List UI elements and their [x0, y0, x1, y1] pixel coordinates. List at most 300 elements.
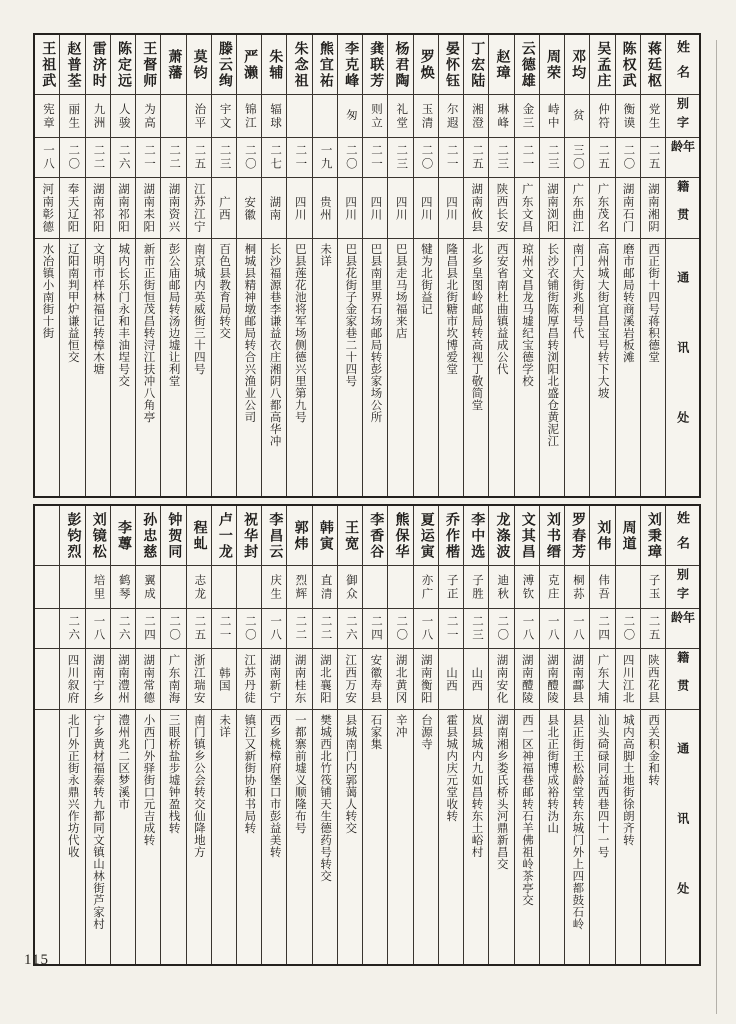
age-cell-text: 二二	[319, 615, 332, 642]
courtesy-cell-text: 湘澄	[470, 102, 483, 130]
courtesy-cell	[237, 95, 261, 138]
person-column	[110, 35, 135, 496]
age-cell	[111, 609, 135, 649]
courtesy-cell	[212, 566, 236, 609]
native-cell	[540, 178, 564, 239]
name-cell-text: 李克峰	[343, 40, 359, 89]
native-cell-text: 湖北襄阳	[318, 654, 331, 704]
address-cell	[161, 239, 185, 496]
courtesy-cell-text: 伟吾	[597, 573, 610, 601]
native-cell-text: 浙江瑞安	[192, 654, 205, 704]
address-cell	[464, 710, 488, 964]
courtesy-cell-text: 翼成	[142, 573, 155, 601]
courtesy-cell	[565, 566, 589, 609]
age-cell	[515, 138, 539, 178]
name-cell-text: 云德雄	[519, 40, 535, 89]
courtesy-cell	[287, 566, 311, 609]
person-column	[640, 35, 665, 496]
age-cell-text: 一八	[571, 615, 584, 642]
name-cell-text: 熊保华	[393, 511, 409, 560]
name-cell-text: 钟贺同	[166, 511, 182, 560]
courtesy-cell	[35, 95, 59, 138]
age-cell	[515, 609, 539, 649]
address-cell	[641, 710, 665, 964]
address-cell	[313, 710, 337, 964]
age-cell-text: 二一	[218, 615, 231, 642]
header-column	[665, 35, 699, 496]
courtesy-cell	[641, 95, 665, 138]
native-cell	[590, 649, 614, 710]
courtesy-cell-text: 金三	[521, 102, 534, 130]
address-cell-text: 西关积金和转	[647, 714, 660, 786]
courtesy-cell-text: 则立	[370, 102, 383, 130]
header-age	[666, 609, 699, 649]
address-cell-text: 巴县南里界石场邮局转彭家场公所	[369, 243, 382, 423]
name-cell	[161, 35, 185, 95]
courtesy-cell	[338, 566, 362, 609]
address-cell-text: 西乡桃樟府堡口市彭益美转	[268, 714, 281, 858]
blank-column	[35, 506, 59, 964]
address-cell-text: 北乡皇图岭邮局转高视丁敬简堂	[470, 243, 483, 411]
directory-table-bottom	[33, 504, 701, 966]
name-cell	[136, 506, 160, 566]
address-cell	[262, 239, 286, 496]
age-cell	[86, 138, 110, 178]
header-courtesy-text: 别字	[675, 568, 690, 606]
name-cell-text: 李蓴	[115, 519, 131, 552]
name-cell-text: 杨君陶	[393, 40, 409, 89]
age-cell	[287, 609, 311, 649]
address-cell	[212, 239, 236, 496]
name-cell-text: 周荣	[544, 48, 560, 81]
name-cell	[111, 35, 135, 95]
address-cell-text: 樊城西北竹筏铺天生德药号转交	[319, 714, 332, 882]
courtesy-cell-text: 子玉	[647, 573, 660, 601]
person-column	[438, 506, 463, 964]
courtesy-cell	[515, 566, 539, 609]
age-cell	[565, 609, 589, 649]
native-cell-text: 广东大埔	[596, 654, 609, 704]
address-cell-text: 长沙衣铺街陈厚昌转浏阳北盛仓黄泥江	[546, 243, 559, 447]
age-cell-text: 二六	[117, 144, 130, 171]
address-cell-text: 宁乡黄材福泰转九都同文镇山林街芦家村	[91, 714, 104, 930]
age-cell-text: 二一	[445, 615, 458, 642]
native-cell-text: 广东茂名	[596, 183, 609, 233]
name-cell-text: 雷济时	[90, 40, 106, 89]
native-cell	[212, 649, 236, 710]
name-cell-text: 朱辅	[267, 48, 283, 81]
address-cell	[489, 239, 513, 496]
native-cell-text: 安徽寿县	[369, 654, 382, 704]
age-cell-text: 二一	[445, 144, 458, 171]
native-cell	[641, 649, 665, 710]
courtesy-cell-text: 党生	[647, 102, 660, 130]
name-cell	[489, 506, 513, 566]
name-cell	[414, 506, 438, 566]
native-cell-text: 河南彰德	[41, 183, 54, 233]
native-cell	[262, 178, 286, 239]
address-cell-text: 霍县城内庆元堂收转	[445, 714, 458, 822]
person-column	[564, 35, 589, 496]
native-cell	[111, 649, 135, 710]
name-cell-text: 熊宜祐	[317, 40, 333, 89]
native-cell	[161, 649, 185, 710]
age-cell	[237, 138, 261, 178]
address-cell	[212, 710, 236, 964]
name-cell-text: 李中选	[469, 511, 485, 560]
name-cell	[187, 506, 211, 566]
courtesy-cell-text: 衡谟	[622, 102, 635, 130]
name-cell-text: 刘秉璋	[645, 511, 661, 560]
native-cell	[641, 178, 665, 239]
person-column	[564, 506, 589, 964]
native-cell-text: 湖南浏阳	[545, 183, 558, 233]
age-cell-text: 一八	[521, 615, 534, 642]
courtesy-cell-text: 为高	[142, 102, 155, 130]
address-cell-text: 未详	[218, 714, 231, 738]
address-cell	[187, 239, 211, 496]
native-cell-text: 江西万安	[344, 654, 357, 704]
courtesy-cell-text: 溥钦	[521, 573, 534, 601]
age-cell	[111, 138, 135, 178]
native-cell-text: 湖南石门	[621, 183, 634, 233]
age-cell-text: 二二	[92, 144, 105, 171]
native-cell-text: 四川	[445, 195, 458, 221]
address-cell-text: 犍为北街益记	[420, 243, 433, 315]
native-cell-text: 陕西长安	[495, 183, 508, 233]
courtesy-cell-text: 人骏	[117, 102, 130, 130]
header-contact	[666, 239, 699, 496]
scan-edge-line	[716, 40, 717, 1014]
address-cell-text: 县北正街博成裕转沩山	[546, 714, 559, 834]
courtesy-cell	[60, 95, 84, 138]
address-cell	[86, 239, 110, 496]
name-cell	[60, 506, 84, 566]
native-cell-text: 四川	[369, 195, 382, 221]
person-column	[85, 506, 110, 964]
native-cell-text: 陕西花县	[646, 654, 659, 704]
address-cell	[590, 239, 614, 496]
age-cell-text: 三〇	[571, 144, 584, 171]
person-column	[589, 506, 614, 964]
name-cell	[35, 506, 59, 566]
native-cell	[439, 178, 463, 239]
native-cell-text: 湖南新宁	[268, 654, 281, 704]
age-cell	[439, 138, 463, 178]
native-cell-text: 四川	[344, 195, 357, 221]
courtesy-cell	[515, 95, 539, 138]
age-cell-text: 二一	[294, 144, 307, 171]
name-cell	[363, 35, 387, 95]
name-cell	[439, 506, 463, 566]
age-cell	[565, 138, 589, 178]
address-cell-text: 隆昌县北街糖市坎博爱堂	[445, 243, 458, 375]
name-cell-text: 周道	[620, 519, 636, 552]
person-column	[110, 506, 135, 964]
age-cell-text: 二五	[193, 144, 206, 171]
header-name-text: 姓名	[675, 510, 690, 561]
native-cell-text: 贵州	[318, 195, 331, 221]
address-cell-text: 彭公庙邮局转汤边墟让利堂	[167, 243, 180, 387]
name-cell-text: 刘书缙	[544, 511, 560, 560]
name-cell	[363, 506, 387, 566]
person-column	[615, 35, 640, 496]
name-cell	[237, 506, 261, 566]
address-cell-text: 巴县走马场福来店	[394, 243, 407, 339]
native-cell-text: 四川	[419, 195, 432, 221]
native-cell-text: 四川江北	[621, 654, 634, 704]
age-cell	[338, 138, 362, 178]
address-cell	[439, 239, 463, 496]
address-cell	[338, 710, 362, 964]
native-cell	[489, 649, 513, 710]
header-column	[665, 506, 699, 964]
address-cell-text: 城内长乐门永和丰油埕号交	[117, 243, 130, 387]
native-cell	[187, 649, 211, 710]
address-cell	[540, 710, 564, 964]
age-cell	[464, 609, 488, 649]
name-cell-text: 龚联芳	[368, 40, 384, 89]
age-cell-text: 二一	[142, 144, 155, 171]
name-cell-text: 郭炜	[292, 519, 308, 552]
address-cell-text: 南门镇乡公会转交仙降地方	[192, 714, 205, 858]
courtesy-cell	[262, 95, 286, 138]
native-cell	[35, 178, 59, 239]
courtesy-cell	[363, 95, 387, 138]
age-cell	[540, 609, 564, 649]
native-cell	[313, 649, 337, 710]
age-cell	[237, 609, 261, 649]
courtesy-cell-text: 宇文	[218, 102, 231, 130]
header-contact-text: 通讯处	[675, 271, 690, 481]
native-cell	[590, 178, 614, 239]
person-column	[312, 506, 337, 964]
name-cell-text: 朱念祖	[292, 40, 308, 89]
name-cell-text: 程虬	[191, 519, 207, 552]
courtesy-cell	[363, 566, 387, 609]
name-cell	[489, 35, 513, 95]
name-cell-text: 滕云绚	[216, 40, 232, 89]
age-cell-text: 二〇	[395, 615, 408, 642]
name-cell	[187, 35, 211, 95]
native-cell	[414, 649, 438, 710]
header-courtesy	[666, 566, 699, 609]
address-cell-text: 澧州兆二区梦溪市	[117, 714, 130, 810]
name-cell	[262, 35, 286, 95]
name-cell	[313, 506, 337, 566]
name-cell-text: 韩寅	[317, 519, 333, 552]
courtesy-cell	[464, 566, 488, 609]
native-cell	[338, 649, 362, 710]
address-cell-text: 湖南湘乡娄氏桥头河鼎新昌交	[495, 714, 508, 870]
address-cell	[616, 239, 640, 496]
age-cell-text: 二七	[269, 144, 282, 171]
name-cell-text: 文其昌	[519, 511, 535, 560]
courtesy-cell-text: 礼堂	[395, 102, 408, 130]
native-cell-text: 湖南宁乡	[91, 654, 104, 704]
name-cell	[287, 35, 311, 95]
age-cell-text: 一八	[92, 615, 105, 642]
courtesy-cell	[489, 95, 513, 138]
address-cell-text: 西正街十四号蒋积德堂	[647, 243, 660, 363]
age-cell-text: 一八	[269, 615, 282, 642]
age-cell	[313, 609, 337, 649]
courtesy-cell-text: 九洲	[92, 102, 105, 130]
page-number: 115	[24, 952, 49, 968]
native-cell-text: 湖北黄冈	[394, 654, 407, 704]
courtesy-cell-text: 子正	[445, 573, 458, 601]
address-cell	[60, 710, 84, 964]
courtesy-cell-text: 玉清	[420, 102, 433, 130]
native-cell	[237, 649, 261, 710]
native-cell	[287, 178, 311, 239]
native-cell-text: 奉天辽阳	[66, 183, 79, 233]
native-cell	[388, 178, 412, 239]
address-cell-text: 高州城大街宜昌宝号转下大坡	[596, 243, 609, 399]
person-column	[286, 35, 311, 496]
native-cell-text: 四川	[394, 195, 407, 221]
age-cell	[388, 138, 412, 178]
courtesy-cell-text: 峙中	[546, 102, 559, 130]
native-cell-text: 山西	[445, 666, 458, 692]
address-cell-text: 南京城内英威街三十四号	[192, 243, 205, 375]
native-cell-text: 湖南耒阳	[142, 183, 155, 233]
courtesy-cell	[489, 566, 513, 609]
address-cell-text: 长沙福源巷李谦益衣庄湘阴八都高华冲	[268, 243, 281, 447]
native-cell	[212, 178, 236, 239]
age-cell	[161, 609, 185, 649]
native-cell	[540, 649, 564, 710]
courtesy-cell	[616, 566, 640, 609]
courtesy-cell-text: 亦广	[420, 573, 433, 601]
age-cell-text: 二四	[142, 615, 155, 642]
header-native	[666, 649, 699, 710]
address-cell	[287, 710, 311, 964]
age-cell-text: 二五	[647, 144, 660, 171]
courtesy-cell	[439, 566, 463, 609]
address-cell-text: 未详	[319, 243, 332, 267]
native-cell-text: 湖南安化	[495, 654, 508, 704]
native-cell-text: 江苏丹徒	[243, 654, 256, 704]
age-cell-text: 二一	[370, 144, 383, 171]
name-cell	[464, 506, 488, 566]
name-cell	[212, 506, 236, 566]
native-cell-text: 广东文昌	[520, 183, 533, 233]
age-cell	[35, 609, 59, 649]
address-cell	[565, 239, 589, 496]
age-cell	[363, 138, 387, 178]
courtesy-cell	[287, 95, 311, 138]
courtesy-cell	[86, 566, 110, 609]
age-cell-text: 二二	[294, 615, 307, 642]
header-name	[666, 35, 699, 95]
age-cell	[212, 138, 236, 178]
address-cell	[60, 239, 84, 496]
native-cell	[388, 649, 412, 710]
person-column	[59, 35, 84, 496]
name-cell	[86, 35, 110, 95]
person-column	[463, 35, 488, 496]
age-cell-text: 二〇	[622, 615, 635, 642]
courtesy-cell-text: 御众	[344, 573, 357, 601]
address-cell-text: 城内高脚土地街徐朗齐转	[621, 714, 634, 846]
courtesy-cell	[439, 95, 463, 138]
address-cell-text: 汕头碕碌同益西巷四十一号	[596, 714, 609, 858]
name-cell	[515, 35, 539, 95]
native-cell-text: 四川叙府	[66, 654, 79, 704]
address-cell	[237, 239, 261, 496]
name-cell-text: 李香谷	[368, 511, 384, 560]
person-column	[615, 506, 640, 964]
name-cell	[590, 506, 614, 566]
age-cell-text: 二〇	[67, 144, 80, 171]
address-cell	[414, 239, 438, 496]
person-column	[589, 35, 614, 496]
native-cell	[338, 178, 362, 239]
name-cell-text: 李昌云	[267, 511, 283, 560]
age-cell-text: 二三	[470, 615, 483, 642]
age-cell	[489, 609, 513, 649]
person-column	[85, 35, 110, 496]
name-cell	[136, 35, 160, 95]
address-cell-text: 辽阳南判甲炉谦益恒交	[66, 243, 79, 363]
age-cell-text: 一八	[420, 615, 433, 642]
courtesy-cell-text: 烈辉	[294, 573, 307, 601]
age-cell-text: 二〇	[622, 144, 635, 171]
native-cell	[136, 649, 160, 710]
native-cell-text: 广东南海	[167, 654, 180, 704]
native-cell	[515, 178, 539, 239]
native-cell	[86, 649, 110, 710]
address-cell	[35, 710, 59, 964]
name-cell-text: 孙忠慈	[141, 511, 157, 560]
address-cell	[136, 239, 160, 496]
native-cell-text: 湖南资兴	[167, 183, 180, 233]
name-cell-text: 莫钧	[191, 48, 207, 81]
age-cell-text: 二三	[395, 144, 408, 171]
name-cell-text: 萧藩	[166, 48, 182, 81]
native-cell-text: 湖南醴陵	[545, 654, 558, 704]
native-cell	[187, 178, 211, 239]
address-cell	[565, 710, 589, 964]
native-cell	[111, 178, 135, 239]
address-cell	[187, 710, 211, 964]
age-cell	[35, 138, 59, 178]
age-cell-text: 二〇	[243, 144, 256, 171]
name-cell	[212, 35, 236, 95]
person-column	[539, 35, 564, 496]
address-cell	[388, 710, 412, 964]
header-contact	[666, 710, 699, 964]
person-column	[337, 506, 362, 964]
name-cell	[414, 35, 438, 95]
native-cell	[464, 178, 488, 239]
age-cell	[616, 138, 640, 178]
courtesy-cell	[388, 566, 412, 609]
courtesy-cell-text: 贫	[571, 109, 584, 123]
courtesy-cell	[313, 566, 337, 609]
courtesy-cell-text: 辐球	[269, 102, 282, 130]
directory-table-top	[33, 33, 701, 498]
native-cell	[363, 178, 387, 239]
address-cell-text: 新市正街恒茂昌转浔江扶冲八角亭	[142, 243, 155, 423]
courtesy-cell-text: 克庄	[546, 573, 559, 601]
person-column	[261, 506, 286, 964]
name-cell-text: 夏运寅	[418, 511, 434, 560]
native-cell-text: 湖南澧州	[116, 654, 129, 704]
age-cell-text: 二〇	[344, 144, 357, 171]
courtesy-cell	[187, 95, 211, 138]
